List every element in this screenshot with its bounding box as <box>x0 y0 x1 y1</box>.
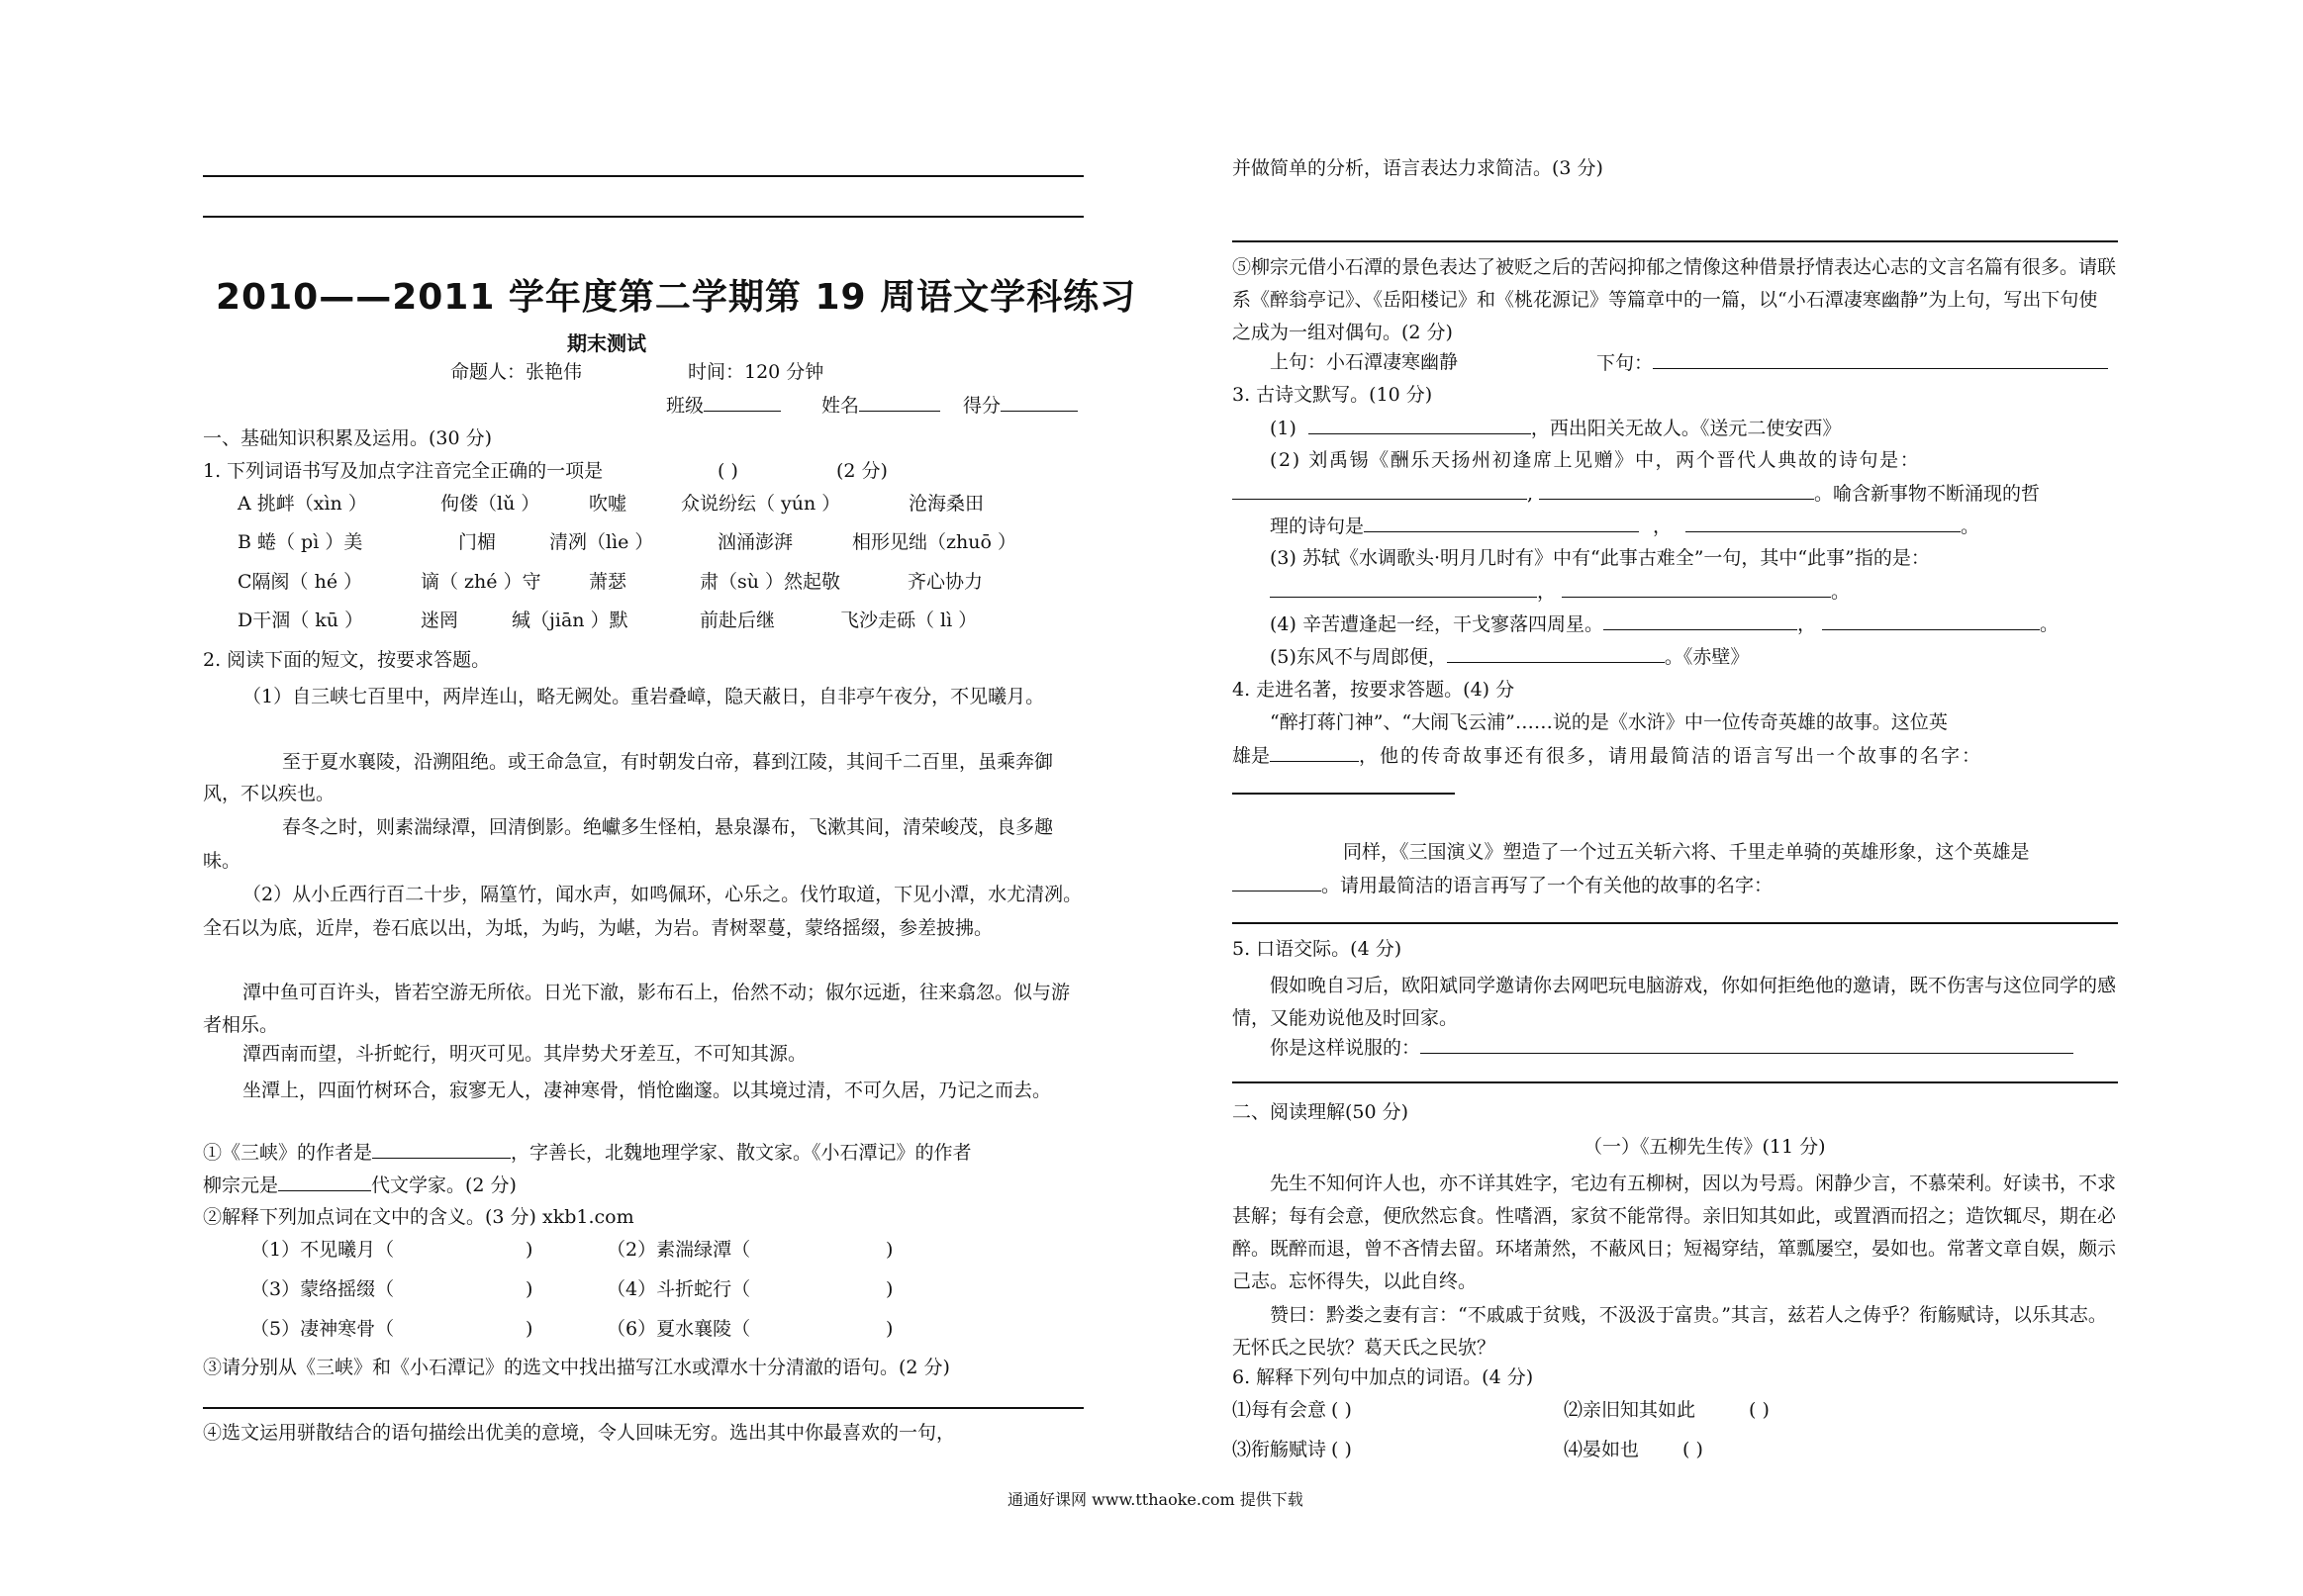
poem-2-text-3: 理的诗句是 <box>1270 516 1365 537</box>
explain-close-2: ) <box>886 1239 894 1261</box>
option-d-2: 迷罔 <box>421 610 459 631</box>
passage-2a: （2）从小丘西行百二十步，隔篁竹，闻水声，如鸣佩环，心乐之。伐竹取道，下见小潭，水尤清冽。全石以为底，近岸，卷石底以出，为坻，为屿，为嵁，为岩。青树翠蔓，蒙络摇缀，参差披拂。 <box>203 884 1083 939</box>
question-5-answer-field[interactable] <box>1270 1035 2073 1060</box>
option-d-1: D干涸（ kū ） <box>238 610 364 631</box>
explain-close-3: ) <box>526 1278 533 1300</box>
question-4-text-1: “醉打蒋门神”、“大闹飞云浦”……说的是《水浒》中一位传奇英雄的故事。这位英 <box>1270 711 1948 733</box>
sub-question-1-text: ①《三峡》的作者是 <box>203 1142 373 1164</box>
q6-answer-4[interactable]: ( ) <box>1682 1439 1703 1460</box>
poem-5-source: 。《赤壁》 <box>1664 646 1750 668</box>
page-footer: 通通好课网 www.tthaoke.com 提供下载 <box>1008 1490 1303 1509</box>
sub-question-3: ③请分别从《三峡》和《小石潭记》的选文中找出描写江水或潭水十分清澈的语句。(2 分) <box>203 1357 950 1378</box>
poem-2-blanks <box>1232 481 2040 506</box>
story-blank-2[interactable] <box>1232 922 2118 924</box>
poem-3-blanks <box>1270 579 1850 604</box>
hero-2-text: 。请用最简洁的语言再写了一个有关他的故事的名字： <box>1321 875 1774 896</box>
option-d-4: 前赴后继 <box>700 610 776 631</box>
couplet-lower-field[interactable] <box>1596 350 2108 375</box>
explain-item-6: （6）夏水襄陵（ <box>607 1318 751 1340</box>
question-1: 1. 下列词语书写及加点字注音完全正确的一项是 <box>203 460 604 482</box>
sub-question-1-text-4: 代文学家。(2 分) <box>371 1174 517 1196</box>
poem-2: (2) 刘禹锡《酬乐天扬州初逢席上见赠》中，两个晋代人典故的诗句是： <box>1270 449 1921 471</box>
score-label: 得分 <box>963 395 1002 417</box>
poem-4 <box>1270 611 2059 636</box>
option-b-2: 门楣 <box>458 531 497 553</box>
poem-5-text: (5)东风不与周郎便， <box>1270 646 1447 668</box>
name-blank[interactable] <box>859 393 940 412</box>
page-title: 2010——2011 学年度第二学期第 19 周语文学科练习 <box>216 277 1137 318</box>
reading-1-para-1: 先生不知何许人也，亦不详其姓字，宅边有五柳树，因以为号焉。闲静少言，不慕荣利。好读书，不求甚解；每有会意，便欣然忘食。性嗜酒，家贫不能常得。亲旧知其如此，或置酒而招之；造饮辄尽，期在必醉。既醉而退，曾不吝情去留。环堵萧然，不蔽风日；短褐穿结，箪瓢屡空，晏如也。常著文章自娱，颇示己志。忘怀得失，以此自终。 <box>1232 1173 2117 1292</box>
page-subtitle: 期末测试 <box>567 331 646 355</box>
hero-2-blank[interactable] <box>1232 873 1321 892</box>
sub-question-1-text-2: ，字善长，北魏地理学家、散文家。《小石潭记》的作者 <box>511 1142 972 1164</box>
answer-line-3[interactable] <box>203 1407 1084 1409</box>
couplet-lower-label: 下句： <box>1596 352 1654 374</box>
poem-4-blank-1[interactable] <box>1603 611 1797 630</box>
author: 命题人：张艳伟 <box>450 361 583 383</box>
explain-item-1: （1）不见曦月（ <box>250 1239 395 1261</box>
poem-1 <box>1270 416 1841 440</box>
option-c-1: C隔阂（ hé ） <box>238 571 363 593</box>
poem-2-text-2: 。喻含新事物不断涌现的哲 <box>1814 483 2041 505</box>
question-2: 2. 阅读下面的短文，按要求答题。 <box>203 649 491 671</box>
score-field[interactable] <box>963 393 1078 418</box>
poem-2-comma: , <box>1527 483 1534 505</box>
reading-1-title: （一）《五柳先生传》(11 分) <box>1583 1136 1826 1158</box>
class-field[interactable] <box>666 393 781 418</box>
sub-question-1-cont <box>203 1173 517 1197</box>
explain-close-1: ) <box>526 1239 533 1261</box>
option-a-2: 佝偻（lǔ ） <box>440 493 540 515</box>
question-3: 3. 古诗文默写。(10 分) <box>1232 384 1433 406</box>
option-d-5: 飞沙走砾（ lì ） <box>840 610 978 631</box>
name-field[interactable] <box>821 393 940 418</box>
question-4-text-2 <box>1232 743 1982 768</box>
q6-item-1: ⑴每有会意 <box>1232 1399 1327 1421</box>
explain-close-5: ) <box>526 1318 533 1340</box>
poem-3: (3) 苏轼《水调歌头·明月几时有》中有“此事古难全”一句，其中“此事”指的是： <box>1270 547 1930 569</box>
exam-time: 时间：120 分钟 <box>688 361 824 383</box>
section-2-heading: 二、阅读理解(50 分) <box>1232 1101 1409 1123</box>
hero-label: 雄是 <box>1232 745 1271 767</box>
option-b-1: B 蜷（ pì ）美 <box>238 531 363 553</box>
poem-4-text: (4) 辛苦遭逢起一经，干戈寥落四周星。 <box>1270 613 1603 635</box>
poem-2-period: 。 <box>1961 516 1980 537</box>
q6-item-4: ⑷晏如也 <box>1564 1439 1640 1460</box>
question-4: 4. 走进名著，按要求答题。(4) 分 <box>1232 679 1515 701</box>
option-c-3: 萧瑟 <box>589 571 627 593</box>
passage-1a: （1）自三峡七百里中，两岸连山，略无阙处。重岩叠嶂，隐天蔽日，自非亭午夜分，不见曦月。 <box>242 686 1045 707</box>
poem-1-text: ，西出阳关无故人。《送元二使安西》 <box>1530 418 1842 439</box>
passage-1b: 至于夏水襄陵，沿溯阻绝。或王命急宣，有时朝发白帝，暮到江陵，其间千二百里，虽乘奔御风，不以疾也。 <box>203 751 1054 804</box>
reading-1-para-2: 赞曰：黔娄之妻有言：“不戚戚于贫贱，不汲汲于富贵。”其言，兹若人之俦乎？衔觞赋诗，以乐其志。无怀氏之民欤？葛天氏之民欤？ <box>1232 1304 2107 1359</box>
sub-question-4-cont: 并做简单的分析，语言表达力求简洁。(3 分) <box>1232 157 1603 179</box>
poem-2-blank-2[interactable] <box>1539 481 1814 500</box>
q6-item-2: ⑵亲旧知其如此 <box>1564 1399 1696 1421</box>
name-label: 姓名 <box>821 395 860 417</box>
poem-2-blank-4[interactable] <box>1685 514 1961 532</box>
explain-item-3: （3）蒙络摇缀（ <box>250 1278 395 1300</box>
class-blank[interactable] <box>704 393 781 412</box>
poem-1-blank[interactable] <box>1308 416 1531 434</box>
poem-3-period: 。 <box>1831 581 1851 603</box>
answer-line-4[interactable] <box>1232 240 2118 242</box>
poem-4-comma: ， <box>1796 613 1816 635</box>
option-b-5: 相形见绌（zhuō ） <box>852 531 1016 553</box>
couplet-lower-blank[interactable] <box>1653 350 2108 369</box>
option-c-5: 齐心协力 <box>908 571 984 593</box>
poem-2-blank-1[interactable] <box>1232 481 1527 500</box>
hero-blank[interactable] <box>1270 743 1359 762</box>
class-label: 班级 <box>666 395 705 417</box>
sub-question-1 <box>203 1140 972 1165</box>
option-b-3: 清冽（lìe ） <box>549 531 654 553</box>
explain-item-4: （4）斗折蛇行（ <box>607 1278 751 1300</box>
score-blank[interactable] <box>1001 393 1078 412</box>
sub-question-5: ⑤柳宗元借小石潭的景色表达了被贬之后的苦闷抑郁之情像这种借景抒情表达心志的文言名篇有很多。请联系《醉翁亭记》、《岳阳楼记》和《桃花源记》等篇章中的一篇，以“小石潭凄寒幽静”为上句，写出下句使之成为一组对偶句。(2 分) <box>1232 256 2117 343</box>
passage-2b: 潭中鱼可百许头，皆若空游无所依。日光下澈，影布石上，佁然不动；俶尔远逝，往来翕忽。似与游者相乐。 <box>203 982 1071 1036</box>
sub-question-4: ④选文运用骈散结合的语句描绘出优美的意境，令人回味无穷。选出其中你最喜欢的一句， <box>203 1422 956 1444</box>
poem-3-blank-1[interactable] <box>1270 579 1537 598</box>
question-5-answer-label: 你是这样说服的： <box>1270 1037 1421 1059</box>
question-4-text-4 <box>1232 873 1773 897</box>
author-blank[interactable] <box>372 1140 511 1159</box>
poem-2-comma-2: ， <box>1653 516 1673 537</box>
poem-1-num: (1) <box>1270 418 1296 439</box>
header-rule-1 <box>203 175 1084 177</box>
story-blank-1[interactable] <box>1232 793 1455 795</box>
header-rule-2 <box>203 216 1084 218</box>
poem-3-comma: ， <box>1537 581 1557 603</box>
q6-answer-3[interactable]: ( ) <box>1331 1439 1352 1460</box>
explain-item-5: （5）凄神寒骨（ <box>250 1318 395 1340</box>
explain-item-2: （2）素湍绿潭（ <box>607 1239 751 1261</box>
option-c-2: 谪（ zhé ）守 <box>421 571 541 593</box>
poem-4-period: 。 <box>2039 613 2059 635</box>
poem-5-blank[interactable] <box>1447 644 1665 663</box>
question-1-score: (2 分) <box>836 460 888 482</box>
poem-2-cont <box>1270 514 1979 538</box>
sub-question-1-text-3: 柳宗元是 <box>203 1174 279 1196</box>
passage-1c: 春冬之时，则素湍绿潭，回清倒影。绝巘多生怪柏，悬泉瀑布，飞漱其间，清荣峻茂，良多趣味。 <box>203 816 1054 872</box>
dynasty-blank[interactable] <box>278 1173 371 1191</box>
question-5-answer-line[interactable] <box>1232 1081 2118 1083</box>
hero-text: ，他的传奇故事还有很多，请用最简洁的语言写出一个故事的名字： <box>1359 745 1983 767</box>
poem-4-blank-2[interactable] <box>1822 611 2040 630</box>
passage-2d: 坐潭上，四面竹树环合，寂寥无人，凄神寒骨，悄怆幽邃。以其境过清，不可久居，乃记之而去。 <box>242 1080 1052 1101</box>
poem-2-blank-3[interactable] <box>1364 514 1639 532</box>
explain-close-6: ) <box>886 1318 894 1340</box>
explain-close-4: ) <box>886 1278 894 1300</box>
option-a-3: 吹嘘 <box>589 493 627 515</box>
couplet-upper: 上句：小石潭凄寒幽静 <box>1270 351 1459 373</box>
question-5-answer-blank[interactable] <box>1420 1035 2073 1054</box>
q6-answer-2[interactable]: ( ) <box>1749 1399 1770 1421</box>
option-a-4: 众说纷纭（ yún ） <box>681 493 841 515</box>
option-a-1: A 挑衅（xìn ） <box>238 493 367 515</box>
poem-3-blank-2[interactable] <box>1562 579 1831 598</box>
option-d-3: 缄（jiān ）默 <box>512 610 628 631</box>
poem-5 <box>1270 644 1749 669</box>
section-1-heading: 一、基础知识积累及运用。(30 分) <box>203 427 493 449</box>
passage-2c: 潭西南而望，斗折蛇行，明灭可见。其岸势犬牙差互，不可知其源。 <box>242 1043 808 1065</box>
q6-item-3: ⑶衔觞赋诗 <box>1232 1439 1327 1460</box>
question-6: 6. 解释下列句中加点的词语。(4 分) <box>1232 1366 1534 1388</box>
q6-answer-1[interactable]: ( ) <box>1331 1399 1352 1421</box>
option-b-4: 汹涌澎湃 <box>718 531 794 553</box>
option-a-5: 沧海桑田 <box>909 493 985 515</box>
option-c-4: 肃（sù ）然起敬 <box>700 571 841 593</box>
question-5: 5. 口语交际。(4 分) <box>1232 938 1402 960</box>
question-5-text: 假如晚自习后，欧阳斌同学邀请你去网吧玩电脑游戏，你如何拒绝他的邀请，既不伤害与这位同学的感情，又能劝说他及时回家。 <box>1232 975 2117 1029</box>
question-1-answer[interactable]: ( ) <box>718 460 738 482</box>
sub-question-2: ②解释下列加点词在文中的含义。(3 分) xkb1.com <box>203 1206 634 1228</box>
question-4-text-3: 同样，《三国演义》塑造了一个过五关斩六将、千里走单骑的英雄形象，这个英雄是 <box>1343 841 2030 863</box>
